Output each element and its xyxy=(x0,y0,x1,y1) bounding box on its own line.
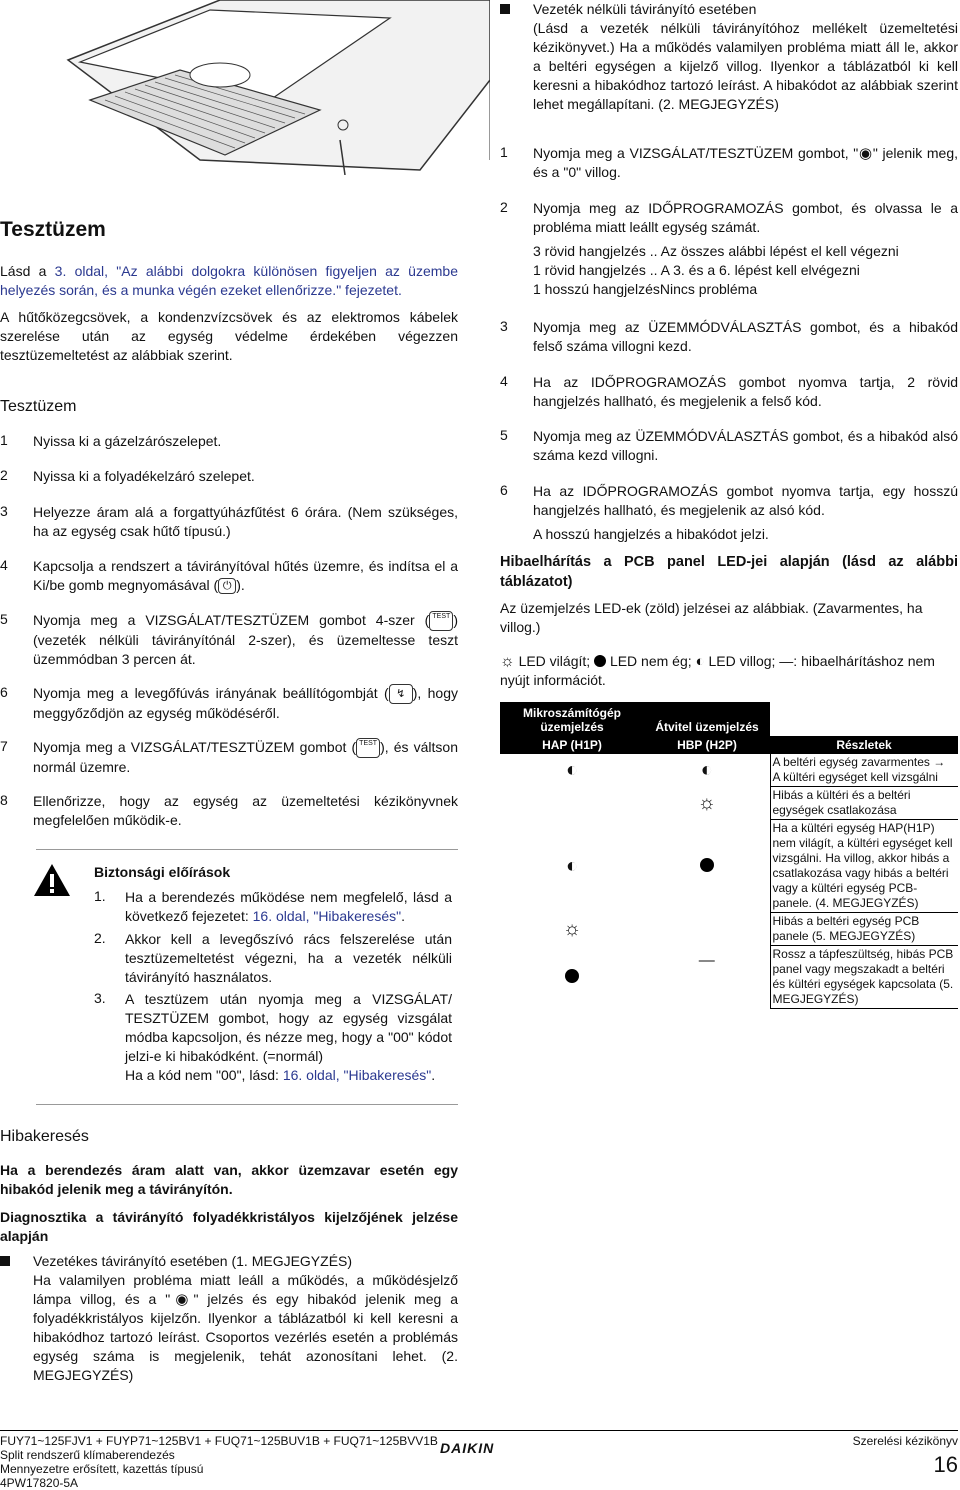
page-3-link[interactable]: 3. oldal, "Az alábbi dolgokra különösen figyeljen az üzembe helyezés során, és a munka végén ezeket ellenőrizze." fejezetet. xyxy=(0,263,458,298)
warning-icon xyxy=(32,862,72,898)
led-table: Mikroszámítógép üzemjelzés Átvitel üzemjelzés HAP (H1P) HBP (H2P) Részletek ◐ ◐ A beltéri egység zavarmentes → A kültéri egységet kell vizsgálni ☼ Hibás a kültéri és a beltéri egységek csatlakozása ◐ Ha a kültéri egység HAP(H1P) nem világít, a kültéri egységet kell vizsgálni. Ha villog, akkor hibás a csatlakozása vagy hibás a beltéri vagy a kültéri egység PCB-panele. (4. MEGJEGYZÉS) ☼ — Hibás a beltéri egység PCB panele (5. MEGJEGYZÉS) Rossz a tápfeszültség, hibás PCB panel vagy megszakadt a beltéri és kültéri egységek kapcsolata (5. MEGJEGYZÉS) xyxy=(500,702,958,1009)
led-on-icon: ☼ xyxy=(562,917,582,940)
test-step-4: 4 Kapcsolja a rendszert a távirányítóval hűtés üzemre, és indítsa el a Ki/be gomb megnyomásával ( ⏻ ). xyxy=(0,557,458,593)
test-step-5: 5 Nyomja meg a VIZSGÁLAT/TESZTÜZEM gombot 4-szer ( TEST ) (vezeték nélküli távirányítónál 2-szer), és üzemeltesse teszt üzemmódban 3 percen át. xyxy=(0,611,458,668)
wireless-text: (Lásd a vezeték nélküli távirányítóhoz mellékelt üzemeltetési kézikönyvet.) Ha a működés valamilyen probléma miatt áll le, akkor a beltéri egységen a kijelző villog. Ilyenkor a táblázatból ki kell keresni a hibakódhoz tartozó leírást. A hibakódot az alábbiak szerint lehet megállapítani. (2. MEGJEGYZÉS) xyxy=(533,20,958,112)
led-on-icon: ☼ xyxy=(500,653,515,670)
wireless-step-4: 4 Ha az IDŐPROGRAMOZÁS gombot nyomva tartja, 2 rövid hangjelzés hallható, és megjelenik a felső kód. xyxy=(500,373,958,409)
wireless-step-3: 3 Nyomja meg az ÜZEMMÓDVÁLASZTÁS gombot, és a hibakód felső száma villogni kezd. xyxy=(500,318,958,354)
inspection-eye-icon: ◉ xyxy=(858,145,873,162)
bullet-square-icon xyxy=(500,4,510,14)
test-step-2: 2 Nyissa ki a folyadékelzáró szelepet. xyxy=(0,467,255,484)
test-subtitle: Tesztüzem xyxy=(0,398,77,415)
test-title: Tesztüzem xyxy=(0,218,106,241)
table-row: ☼ — Hibás a beltéri egység PCB panele (5. MEGJEGYZÉS) xyxy=(500,913,958,946)
col-header-hbp: Átvitel üzemjelzés xyxy=(644,702,770,736)
test-step-8: 8 Ellenőrizze, hogy az egység az üzemeltetési kézikönyvnek megfelelően működik-e. xyxy=(0,792,458,828)
wired-section: Vezetékes távirányító esetében (1. MEGJEGYZÉS) Ha valamilyen probléma miatt leáll a működés, a működésjelző lámpa villog, és a "◉" jelzés és egy hibakód jelenik meg a folyadékkristályos kijelzőn. Ilyenkor a táblázatból ki kell keresni a hibakódhoz tartozó leírást. Csoportos vezérlés esetén a problémás egység száma is megjelenik, tehát azonosítani lehet. (2. MEGJEGYZÉS) xyxy=(0,1252,458,1385)
troubleshooting-link[interactable]: 16. oldal, "Hibakeresés" xyxy=(282,1067,432,1083)
daikin-logo: DAIKIN xyxy=(440,1440,495,1456)
table-row: ◐ ◐ A beltéri egység zavarmentes → A kültéri egységet kell vizsgálni xyxy=(500,754,958,787)
test-button-icon: TEST xyxy=(429,611,453,631)
inspection-eye-icon: ◉ xyxy=(170,1291,194,1308)
safety-item-1: 1. Ha a berendezés működése nem megfelelő, lásd a következő fejezetet: 16. oldal, "Hibakeresés". xyxy=(94,888,452,924)
table-row: Rossz a tápfeszültség, hibás PCB panel vagy megszakadt a beltéri és kültéri egységek kapcsolata (5. MEGJEGYZÉS) xyxy=(500,946,958,1009)
col-header-details: Részletek xyxy=(770,736,958,754)
unit-illustration xyxy=(60,0,490,175)
safety-bottom-rule xyxy=(36,1104,458,1105)
pcb-heading: Hibaelhárítás a PCB panel LED-jei alapján (lásd az alábbi táblázatot) xyxy=(500,554,958,590)
table-row: ◐ Ha a kültéri egység HAP(H1P) nem világít, a kültéri egységet kell vizsgálni. Ha villog, akkor hibás a csatlakozása vagy hibás a beltéri vagy a kültéri egység PCB-panele. (4. MEGJEGYZÉS) xyxy=(500,820,958,913)
table-row: ☼ Hibás a kültéri és a beltéri egységek csatlakozása xyxy=(500,787,958,820)
trouble-title: Hibakeresés xyxy=(0,1128,89,1145)
footer-rule xyxy=(0,1430,958,1431)
wireless-section xyxy=(500,0,958,114)
trouble-bold-1: Ha a berendezés áram alatt van, akkor üzemzavar esetén egy hibakód jelenik meg a távirányítón. xyxy=(0,1162,458,1197)
wireless-step-5: 5 Nyomja meg az ÜZEMMÓDVÁLASZTÁS gombot, és a hibakód alsó száma kezd villogni. xyxy=(500,427,958,463)
footer-left: FUY71~125FJV1 + FUYP71~125BV1 + FUQ71~125BUV1B + FUQ71~125BVV1B Split rendszerű klímaberendezés Mennyezetre erősített, kazettás típusú 4PW17820-5A xyxy=(0,1434,438,1490)
led-blink-icon: ◐ xyxy=(565,854,579,877)
trouble-bold-2: Diagnosztika a távirányító folyadékkristályos kijelzőjének jelzése alapján xyxy=(0,1209,458,1244)
test-step-7: 7 Nyomja meg a VIZSGÁLAT/TESZTÜZEM gombot ( TEST ), és váltson normál üzemre. xyxy=(0,738,458,776)
bullet-square-icon xyxy=(0,1256,10,1266)
manual-name: Szerelési kézikönyv xyxy=(852,1434,958,1448)
pcb-intro: Az üzemjelzés LED-ek (zöld) jelzései az alábbiak. (Zavarmentes, ha villog.) xyxy=(500,600,923,635)
wireless-step-6: 6 Ha az IDŐPROGRAMOZÁS gombot nyomva tartja, egy hosszú hangjelzés hallható, és megjelenik az alsó kód. A hosszú hangjelzés a hibakódot jelzi. xyxy=(500,482,958,542)
wireless-step-2: 2 Nyomja meg az IDŐPROGRAMOZÁS gombot, és olvassa le a probléma miatt leállt egység számát. 3 rövid hangjelzés .. Az összes alábbi lépést el kell végezni 1 rövid hangjelzés .. A 3. és a 6. lépést kell elvégezni 1 hosszú hangjelzésNincs probléma xyxy=(500,199,958,297)
test-intro: Lásd a 3. oldal, "Az alábbi dolgokra különösen figyeljen az üzembe helyezés során, és a munka végén ezeket ellenőrizze." fejezetet. xyxy=(0,263,458,298)
troubleshooting-link[interactable]: 16. oldal, "Hibakeresés" xyxy=(252,908,402,924)
test-intro-2: A hűtőközegcsövek, a kondenzvízcsövek és az elektromos kábelek szerelése után az egység védelme érdekében végezzen tesztüzemeltetést az alábbiak szerint. xyxy=(0,309,458,363)
safety-top-rule xyxy=(36,849,458,850)
test-step-1: 1 Nyissa ki a gázelzárószelepet. xyxy=(0,432,222,449)
test-step-3: 3 Helyezze áram alá a forgattyúházfűtést 6 órára. (Nem szükséges, ha az egység csak hűtő típusú.) xyxy=(0,503,458,539)
safety-item-2: 2. Akkor kell a levegőszívó rács felszerelése után tesztüzemeltetést végezni, ha a vezeték nélküli távirányító használatos. xyxy=(94,930,452,985)
safety-title: Biztonsági előírások xyxy=(94,864,231,880)
led-off-icon xyxy=(594,655,606,667)
safety-item-3: 3. A tesztüzem után nyomja meg a VIZSGÁLAT/ TESZTÜZEM gombot, hogy az egység vizsgálat módba kapcsoljon, és nézze meg, hogy a "00" kódot jelzi-e ki hibakódként. (=normál) Ha a kód nem "00", lásd: 16. oldal, "Hibakeresés". xyxy=(94,990,452,1083)
led-on-icon: ☼ xyxy=(697,791,716,814)
led-off-icon xyxy=(565,969,579,983)
test-step-6: 6 Nyomja meg a levegőfúvás irányának beállítógombját ( ↯ ), hogy meggyőződjön az egység működéséről. xyxy=(0,684,458,722)
page-number: 16 xyxy=(933,1452,958,1477)
pcb-legend: ☼ LED világít; LED nem ég; ◐ LED villog; —: hibaelhárításhoz nem nyújt információt. xyxy=(500,653,935,688)
airflow-direction-icon: ↯ xyxy=(389,684,413,704)
wireless-step-1: 1 Nyomja meg a VIZSGÁLAT/TESZTÜZEM gombot, "◉" jelenik meg, és a "0" villog. xyxy=(500,144,959,180)
led-blink-icon: ◐ xyxy=(700,758,713,781)
col-header-hap: Mikroszámítógép üzemjelzés xyxy=(500,702,644,736)
led-blink-icon: ◐ xyxy=(695,653,705,670)
power-button-icon: ⏻ xyxy=(218,578,236,594)
wireless-title: Vezeték nélküli távirányító esetében xyxy=(533,1,757,17)
led-off-icon xyxy=(700,858,714,872)
test-button-icon: TEST xyxy=(356,738,380,758)
led-blink-icon: ◐ xyxy=(565,758,579,781)
